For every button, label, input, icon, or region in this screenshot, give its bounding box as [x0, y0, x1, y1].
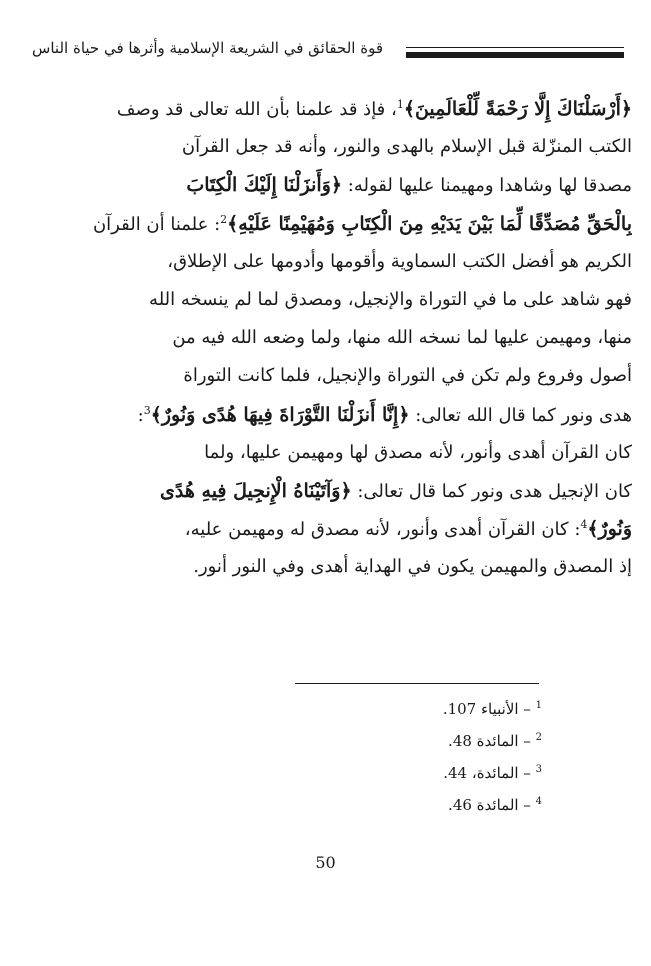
footnote-text: – المائدة 46. — [448, 796, 531, 814]
text-line — [14, 396, 632, 434]
footnote-ref: 3 — [143, 403, 151, 417]
text-segment: الكريم هو أفضل الكتب السماوية وأقومها وأدومها على الإطلاق، — [167, 250, 632, 272]
footnotes — [302, 690, 542, 818]
footnote-ref: 1 — [396, 98, 404, 111]
text-line — [14, 510, 632, 548]
footnote-rule — [295, 683, 539, 684]
text-line — [14, 548, 632, 586]
quran-verse: ﴿وَآتَيْنَاهُ الْإِنجِيلَ فِيهِ هُدًى — [160, 479, 352, 502]
text-segment: منها، ومهيمن عليها لما نسخه الله منها، ولما وضعه الله فيه من — [172, 327, 632, 349]
text-segment: أصول وفروع ولم تكن في التوراة والإنجيل، فلما كانت التوراة — [183, 365, 632, 387]
text-line — [14, 166, 632, 204]
text-segment: مصدقا لها وشاهدا ومهيمنا عليها لقوله: — [347, 175, 632, 197]
text-segment: : كان القرآن أهدى وأنور، لأنه مصدق له ومهيمن عليه، — [184, 519, 581, 541]
footnote-number: 3 — [535, 764, 542, 775]
text-line — [14, 357, 632, 395]
footnote-number: 2 — [535, 732, 542, 743]
quran-verse: وَنُورٌ﴾ — [587, 518, 632, 541]
text-segment: الكتب المنزّلة قبل الإسلام بالهدى والنور، وأنه قد جعل القرآن — [181, 136, 632, 158]
text-segment: : — [137, 404, 144, 426]
footnote-text: – المائدة، 44. — [443, 764, 531, 782]
header-title: قوة الحقائق في الشريعة الإسلامية وأثرها في حياة الناس — [32, 39, 383, 57]
running-header — [0, 36, 651, 60]
text-segment: فهو شاهد على ما في التوراة والإنجيل، ومصدق لما لم ينسخه الله — [149, 288, 632, 310]
text-segment: كان القرآن أهدى وأنور، لأنه مصدق لها ومهيمن عليها، ولما — [204, 441, 632, 463]
quran-verse: ﴿وَأَنزَلْنَا إِلَيْكَ الْكِتَابَ — [186, 174, 343, 197]
text-segment: هدى ونور كما قال الله تعالى: — [415, 404, 632, 426]
footnote-text: – المائدة 48. — [448, 732, 531, 750]
footnote-text: – الأنبياء 107. — [442, 700, 531, 718]
footnote-ref: 2 — [220, 212, 228, 226]
footnote — [302, 690, 542, 722]
quran-verse: بِالْحَقِّ مُصَدِّقًا لِّمَا بَيْنَ يَدَيْهِ مِنَ الْكِتَابِ وَمُهَيْمِنًا عَلَيْهِ﴾ — [227, 212, 632, 235]
text-line — [14, 205, 632, 243]
text-segment: كان الإنجيل هدى ونور كما قال تعالى: — [357, 480, 632, 502]
footnote-number: 4 — [535, 796, 542, 807]
text-line — [14, 472, 632, 510]
text-segment: إذ المصدق والمهيمن يكون في الهداية أهدى وفي النور أنور. — [193, 556, 632, 578]
footnote — [302, 722, 542, 754]
text-line — [14, 319, 632, 357]
text-segment: ، فإذ قد علمنا بأن الله تعالى قد وصف — [116, 99, 397, 120]
text-line — [14, 90, 632, 128]
text-line — [14, 434, 632, 472]
footnote-ref: 4 — [580, 518, 588, 532]
text-line — [14, 243, 632, 281]
header-rule — [406, 52, 624, 58]
footnote — [302, 786, 542, 818]
footnote — [302, 754, 542, 786]
body-text — [14, 90, 632, 586]
text-line — [14, 281, 632, 319]
page-number: 50 — [315, 853, 336, 872]
footnote-number: 1 — [535, 700, 542, 711]
text-line — [14, 128, 632, 166]
quran-verse: ﴿أَرْسَلْنَاكَ إِلَّا رَحْمَةً لِّلْعَالَمِينَ﴾ — [403, 98, 632, 120]
quran-verse: ﴿إِنَّا أَنزَلْنَا التَّوْرَاةَ فِيهَا هُدًى وَنُورٌ﴾ — [150, 403, 410, 426]
text-segment: : علمنا أن القرآن — [92, 213, 221, 235]
